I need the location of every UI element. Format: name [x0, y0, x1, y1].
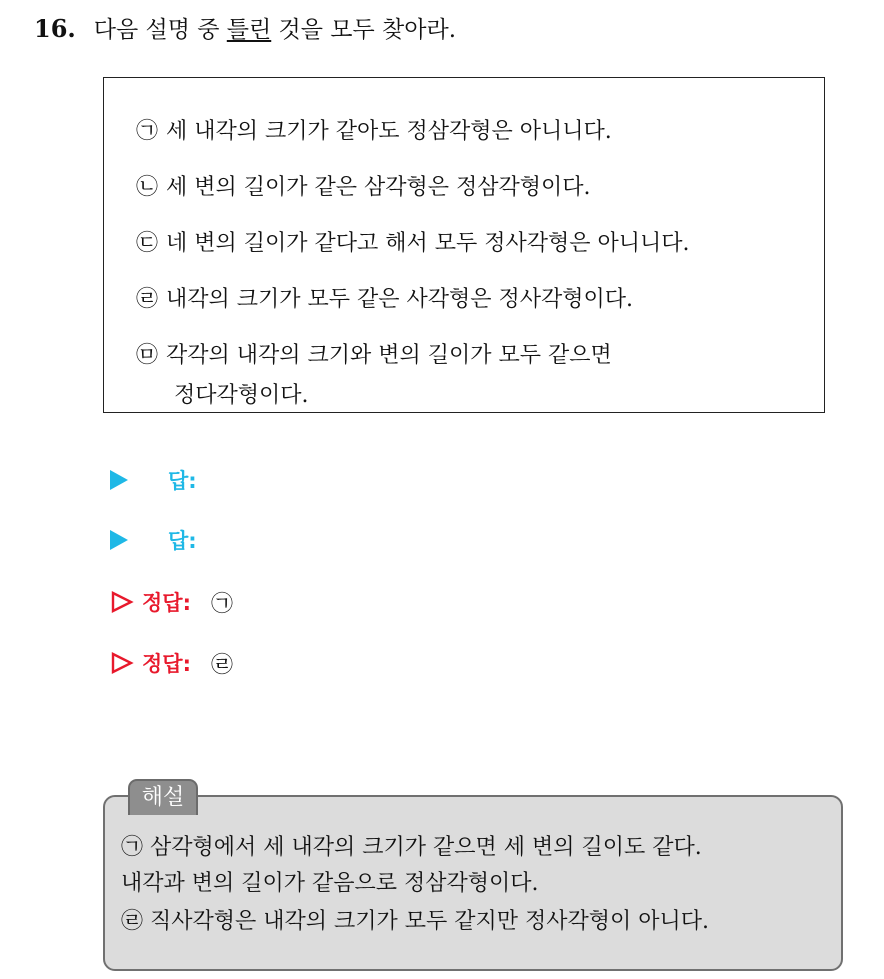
correct-answer-label: 정답: — [142, 652, 191, 676]
statement-marker: ㉢ — [136, 231, 159, 256]
statement-marker: ㉤ — [136, 343, 159, 368]
statement-marker: ㉠ — [136, 119, 159, 144]
question-text-after: 것을 모두 찾아라. — [271, 17, 457, 43]
statement-item — [136, 336, 612, 416]
statement-text: 세 변의 길이가 같은 삼각형은 정삼각형이다. — [166, 175, 591, 200]
question-number: 16. — [34, 14, 76, 43]
answer-blank-2 — [110, 522, 217, 558]
question-header — [34, 12, 456, 47]
filled-triangle-icon — [110, 470, 128, 490]
explanation-line: 내각과 변의 길이가 같음으로 정삼각형이다. — [121, 871, 539, 896]
statement-item — [136, 224, 690, 264]
statement-text: 내각의 크기가 모두 같은 사각형은 정사각형이다. — [166, 287, 634, 312]
explanation-line: ㉣ 직사각형은 내각의 크기가 모두 같지만 정사각형이 아니다. — [121, 909, 709, 934]
question-emphasis: 틀린 — [226, 17, 272, 43]
correct-answer-value: ㉠ — [210, 591, 233, 617]
question-text-before: 다음 설명 중 — [93, 17, 227, 43]
answer-label: 답: — [168, 529, 197, 553]
statement-continuation: 정다각형이다. — [174, 383, 309, 408]
explanation-tab: 해설 — [128, 779, 198, 815]
statement-text: 세 내각의 크기가 같아도 정삼각형은 아니니다. — [166, 119, 612, 144]
statement-box — [103, 77, 825, 413]
filled-triangle-icon — [110, 530, 128, 550]
explanation-line: ㉠ 삼각형에서 세 내각의 크기가 같으면 세 변의 길이도 같다. — [121, 835, 702, 860]
outline-triangle-icon — [110, 651, 134, 675]
answer-label: 답: — [168, 469, 197, 493]
outline-triangle-icon — [110, 590, 134, 614]
statement-text: 네 변의 길이가 같다고 해서 모두 정사각형은 아니니다. — [166, 231, 690, 256]
statement-marker: ㉣ — [136, 287, 159, 312]
statement-text: 각각의 내각의 크기와 변의 길이가 모두 같으면 — [166, 343, 612, 368]
answer-blank-1 — [110, 462, 217, 498]
correct-answer-2 — [110, 645, 233, 681]
statement-item — [136, 280, 633, 320]
correct-answer-label: 정답: — [142, 591, 191, 615]
correct-answer-1 — [110, 584, 233, 620]
statement-item — [136, 168, 591, 208]
statement-item — [136, 112, 612, 152]
explanation-box — [103, 795, 843, 971]
statement-marker: ㉡ — [136, 175, 159, 200]
correct-answer-value: ㉣ — [210, 652, 233, 678]
